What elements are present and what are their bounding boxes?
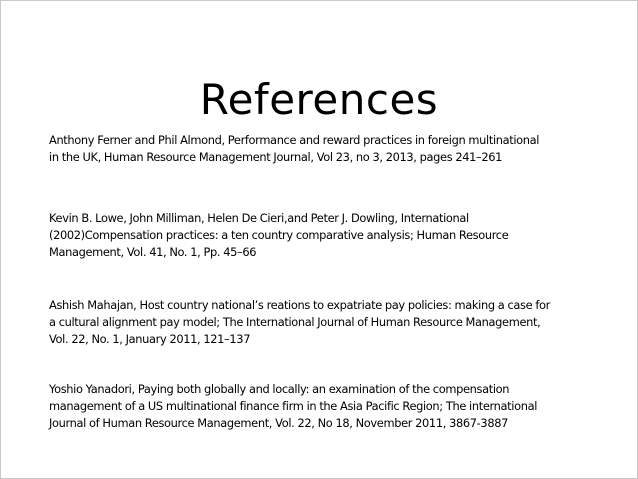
reference-item: [49, 297, 605, 348]
reference-line: Ashish Mahajan, Host country national’s reations to expatriate pay policies: making a case for: [49, 298, 550, 312]
reference-line: Vol. 22, No. 1, January 2011, 121–137: [49, 332, 251, 346]
reference-item: [49, 132, 605, 166]
reference-line: Yoshio Yanadori, Paying both globally and locally: an examination of the compensation: [49, 382, 510, 396]
reference-line: in the UK, Human Resource Management Journal, Vol 23, no 3, 2013, pages 241–261: [49, 150, 503, 164]
reference-line: Management, Vol. 41, No. 1, Pp. 45–66: [49, 245, 257, 259]
reference-line: management of a US multinational finance firm in the Asia Pacific Region; The international: [49, 399, 538, 413]
reference-line: Anthony Ferner and Phil Almond, Performance and reward practices in foreign multinational: [49, 133, 540, 147]
slide-title: References: [199, 75, 439, 125]
reference-line: Kevin B. Lowe, John Milliman, Helen De Cieri,and Peter J. Dowling, International: [49, 211, 469, 225]
reference-line: Journal of Human Resource Management, Vol. 22, No 18, November 2011, 3867-3887: [49, 416, 509, 430]
reference-item: [49, 210, 605, 261]
reference-line: a cultural alignment pay model; The International Journal of Human Resource Management,: [49, 315, 541, 329]
reference-line: (2002)Compensation practices: a ten country comparative analysis; Human Resource: [49, 228, 509, 242]
reference-item: [49, 381, 605, 432]
